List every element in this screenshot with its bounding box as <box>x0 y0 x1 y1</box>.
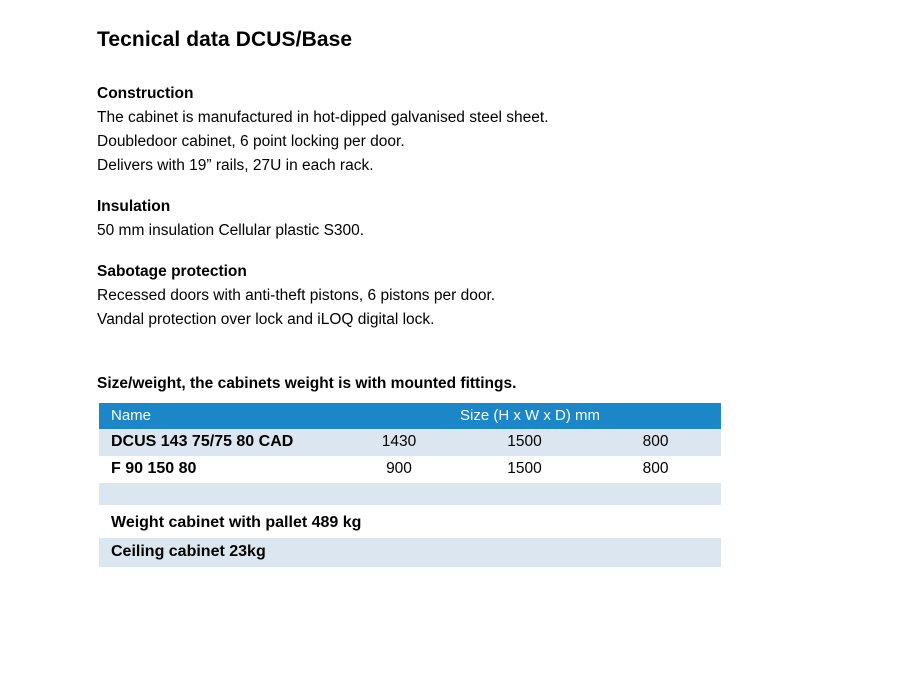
section-sabotage-protection <box>97 260 797 332</box>
cell-empty <box>459 483 590 505</box>
section-line: Doubledoor cabinet, 6 point locking per door. <box>97 133 405 150</box>
cell-name: F 90 150 80 <box>99 456 339 483</box>
section-insulation <box>97 195 797 243</box>
table-row <box>99 456 721 483</box>
table-row <box>99 429 721 456</box>
size-weight-table <box>99 403 721 505</box>
cell-width: 1500 <box>459 456 590 483</box>
section-line: 50 mm insulation Cellular plastic S300. <box>97 222 365 239</box>
weight-cabinet-with-pallet-row: Weight cabinet with pallet 489 kg <box>99 509 721 538</box>
body-content <box>97 82 797 349</box>
weight-summary <box>99 509 721 567</box>
section-heading-insulation: Insulation <box>97 198 171 215</box>
cell-depth: 800 <box>590 456 721 483</box>
table-heading: Size/weight, the cabinets weight is with mounted fittings. <box>97 375 517 392</box>
cell-empty <box>99 483 339 505</box>
cell-width: 1500 <box>459 429 590 456</box>
section-heading-sabotage-protection: Sabotage protection <box>97 263 247 280</box>
cell-empty <box>339 483 459 505</box>
cell-depth: 800 <box>590 429 721 456</box>
section-line: Recessed doors with anti-theft pistons, 6 pistons per door. <box>97 287 496 304</box>
cell-height: 1430 <box>339 429 459 456</box>
section-line: Delivers with 19” rails, 27U in each rack. <box>97 157 374 174</box>
section-line: The cabinet is manufactured in hot-dipped galvanised steel sheet. <box>97 109 549 126</box>
table-header-row <box>99 403 721 429</box>
cell-name: DCUS 143 75/75 80 CAD <box>99 429 339 456</box>
ceiling-cabinet-row: Ceiling cabinet 23kg <box>99 538 721 567</box>
cell-empty <box>590 483 721 505</box>
page-title: Tecnical data DCUS/Base <box>97 28 353 51</box>
column-header-size: Size (H x W x D) mm <box>339 403 721 429</box>
section-line: Vandal protection over lock and iLOQ digital lock. <box>97 311 435 328</box>
column-header-name: Name <box>99 403 339 429</box>
cell-height: 900 <box>339 456 459 483</box>
section-construction <box>97 82 797 178</box>
table-row-empty <box>99 483 721 505</box>
section-heading-construction: Construction <box>97 85 194 102</box>
